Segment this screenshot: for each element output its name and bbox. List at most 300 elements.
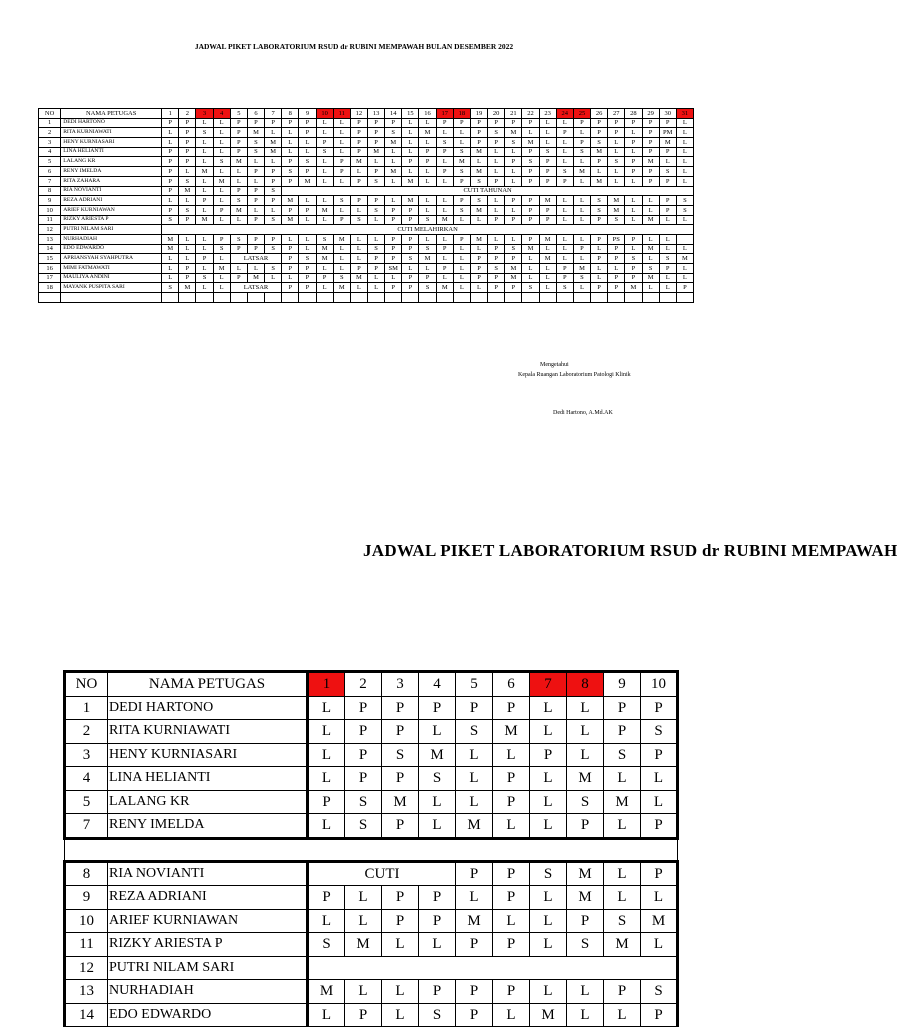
shift-cell: L (436, 234, 453, 244)
shift-cell: L (539, 283, 556, 293)
header-row (65, 672, 678, 697)
table-row (39, 196, 694, 206)
shift-cell: L (179, 254, 196, 264)
shift-cell (308, 956, 678, 980)
shift-cell: S (402, 254, 419, 264)
shift-cell: L (539, 273, 556, 283)
shift-cell: M (230, 205, 247, 215)
shift-cell: L (505, 167, 522, 177)
shift-cell: S (604, 909, 641, 933)
row-no: 11 (65, 933, 108, 957)
shift-cell: P (162, 167, 179, 177)
staff-name: APRIANSYAH SYAHPUTRA (61, 254, 162, 264)
shift-cell: L (385, 273, 402, 283)
shift-cell: L (196, 205, 213, 215)
shift-cell: P (625, 167, 642, 177)
shift-cell (247, 293, 264, 303)
staff-name: LINA HELIANTI (61, 147, 162, 157)
shift-cell: P (385, 283, 402, 293)
shift-cell: P (419, 696, 456, 720)
staff-name: MAYANK PUSPITA SARI (61, 283, 162, 293)
shift-cell: P (488, 273, 505, 283)
shift-cell: P (567, 909, 604, 933)
shift-cell: P (522, 215, 539, 225)
shift-cell: M (333, 283, 350, 293)
shift-cell: P (456, 933, 493, 957)
shift-cell: L (505, 147, 522, 157)
shift-cell: P (213, 205, 230, 215)
header-name: NAMA PETUGAS (108, 672, 308, 697)
shift-cell: L (436, 273, 453, 283)
shift-cell: L (591, 264, 608, 274)
shift-cell: P (625, 118, 642, 128)
shift-cell (453, 293, 470, 303)
shift-cell: P (642, 138, 659, 148)
shift-cell: P (299, 128, 316, 138)
table-row (39, 215, 694, 225)
shift-cell: S (522, 283, 539, 293)
shift-cell: L (573, 215, 590, 225)
shift-cell: P (642, 176, 659, 186)
shift-cell: M (162, 244, 179, 254)
shift-cell: P (488, 138, 505, 148)
shift-cell: L (419, 196, 436, 206)
shift-cell: S (230, 234, 247, 244)
shift-cell: L (676, 157, 693, 167)
shift-cell: P (453, 196, 470, 206)
shift-cell (179, 293, 196, 303)
shift-cell: P (453, 118, 470, 128)
schedule-table-small (38, 108, 694, 303)
shift-cell: P (522, 167, 539, 177)
shift-cell: L (419, 167, 436, 177)
shift-cell: S (345, 814, 382, 839)
shift-cell (402, 293, 419, 303)
shift-cell: S (505, 138, 522, 148)
day-header: 10 (641, 672, 678, 697)
shift-cell: L (282, 138, 299, 148)
shift-cell: L (230, 167, 247, 177)
shift-cell: L (659, 283, 676, 293)
shift-cell: P (488, 254, 505, 264)
table-row (39, 157, 694, 167)
table-row (39, 147, 694, 157)
shift-cell: L (556, 244, 573, 254)
row-no: 16 (39, 264, 61, 274)
shift-cell: M (350, 157, 367, 167)
shift-cell: P (522, 234, 539, 244)
shift-cell: P (608, 244, 625, 254)
shift-cell: L (530, 980, 567, 1004)
shift-cell: S (299, 254, 316, 264)
shift-cell: S (308, 933, 345, 957)
row-no: 7 (65, 814, 108, 839)
shift-cell: L (247, 264, 264, 274)
shift-cell: L (213, 147, 230, 157)
shift-cell: L (316, 118, 333, 128)
shift-cell: P (402, 205, 419, 215)
shift-cell: P (247, 167, 264, 177)
staff-name: MIMI FATMAWATI (61, 264, 162, 274)
shift-cell: L (196, 244, 213, 254)
shift-cell: L (530, 696, 567, 720)
shift-cell: L (299, 244, 316, 254)
shift-cell: S (556, 283, 573, 293)
shift-cell: L (556, 234, 573, 244)
shift-cell: L (196, 234, 213, 244)
shift-cell: L (385, 147, 402, 157)
day-header: 4 (213, 109, 230, 119)
shift-cell (350, 293, 367, 303)
shift-cell: M (539, 254, 556, 264)
shift-cell: L (230, 176, 247, 186)
shift-cell: S (419, 244, 436, 254)
shift-cell: P (162, 186, 179, 196)
shift-cell: M (213, 176, 230, 186)
shift-cell: S (419, 215, 436, 225)
row-no: 12 (39, 225, 61, 235)
shift-cell: P (608, 273, 625, 283)
shift-cell: L (316, 283, 333, 293)
shift-cell: P (179, 138, 196, 148)
shift-cell: P (493, 767, 530, 791)
shift-cell: L (308, 720, 345, 744)
staff-name: RENY IMELDA (108, 814, 308, 839)
shift-cell: L (419, 118, 436, 128)
shift-cell: P (659, 264, 676, 274)
shift-cell: S (488, 128, 505, 138)
shift-cell: L (196, 264, 213, 274)
shift-cell: S (265, 215, 282, 225)
shift-cell: L (530, 909, 567, 933)
row-no: 12 (65, 956, 108, 980)
shift-cell: P (282, 118, 299, 128)
shift-cell: L (316, 176, 333, 186)
shift-cell: P (385, 244, 402, 254)
shift-cell: P (402, 215, 419, 225)
staff-name: DEDI HARTONO (61, 118, 162, 128)
shift-cell: L (196, 186, 213, 196)
shift-cell: P (247, 234, 264, 244)
shift-cell: P (345, 1003, 382, 1027)
shift-cell: S (162, 215, 179, 225)
shift-cell: P (230, 147, 247, 157)
shift-cell: L (299, 215, 316, 225)
shift-cell: S (196, 273, 213, 283)
shift-cell: P (505, 254, 522, 264)
shift-cell: L (530, 933, 567, 957)
shift-cell: S (419, 283, 436, 293)
shift-cell: P (162, 157, 179, 167)
shift-cell: M (591, 176, 608, 186)
shift-cell: P (419, 147, 436, 157)
shift-cell: S (419, 1003, 456, 1027)
shift-cell: L (493, 1003, 530, 1027)
shift-cell: S (641, 720, 678, 744)
shift-cell: L (505, 176, 522, 186)
shift-cell: P (419, 980, 456, 1004)
shift-cell: P (642, 128, 659, 138)
row-no: 2 (65, 720, 108, 744)
section-gap (65, 838, 678, 861)
shift-cell: M (470, 147, 487, 157)
day-header: 6 (247, 109, 264, 119)
shift-cell: P (591, 128, 608, 138)
shift-cell: L (368, 157, 385, 167)
shift-cell: P (625, 157, 642, 167)
staff-name: RITA KURNIAWATI (61, 128, 162, 138)
shift-cell: P (604, 696, 641, 720)
shift-cell: M (625, 283, 642, 293)
shift-cell: M (567, 886, 604, 910)
shift-cell: L (162, 138, 179, 148)
shift-cell: L (556, 147, 573, 157)
shift-cell: P (493, 790, 530, 814)
shift-cell: S (539, 147, 556, 157)
shift-cell: L (488, 157, 505, 167)
shift-cell: L (659, 157, 676, 167)
shift-cell: P (299, 264, 316, 274)
shift-cell: L (316, 264, 333, 274)
shift-cell: M (573, 167, 590, 177)
schedule-title: JADWAL PIKET LABORATORIUM RSUD dr RUBINI MEMPAWAH BULAN DESEMBER 2022 (194, 42, 514, 51)
shift-cell: P (505, 215, 522, 225)
shift-cell: P (179, 147, 196, 157)
shift-cell: P (265, 196, 282, 206)
shift-cell: L (539, 128, 556, 138)
table-row (39, 283, 694, 293)
shift-cell: P (522, 196, 539, 206)
table-row (65, 861, 678, 886)
shift-cell: S (368, 176, 385, 186)
shift-cell: P (402, 244, 419, 254)
shift-cell (556, 293, 573, 303)
shift-cell: L (333, 138, 350, 148)
row-no: 5 (39, 157, 61, 167)
row-no: 14 (65, 1003, 108, 1027)
shift-cell (676, 234, 693, 244)
shift-cell: L (573, 234, 590, 244)
shift-cell: L (419, 138, 436, 148)
shift-cell: P (456, 861, 493, 886)
shift-cell: P (573, 138, 590, 148)
shift-cell: L (333, 244, 350, 254)
day-header: 22 (522, 109, 539, 119)
shift-cell: L (179, 196, 196, 206)
shift-cell: P (382, 696, 419, 720)
day-header: 8 (282, 109, 299, 119)
shift-cell: S (345, 790, 382, 814)
shift-cell: P (591, 283, 608, 293)
staff-name: LINA HELIANTI (108, 767, 308, 791)
shift-cell: P (419, 886, 456, 910)
shift-cell: P (213, 234, 230, 244)
shift-cell: M (591, 147, 608, 157)
day-header: 26 (591, 109, 608, 119)
staff-name: ARIEF KURNIAWAN (108, 909, 308, 933)
header-name: NAMA PETUGAS (61, 109, 162, 119)
shift-cell: L (419, 790, 456, 814)
shift-cell: P (350, 138, 367, 148)
shift-cell (368, 293, 385, 303)
shift-cell: L (345, 886, 382, 910)
shift-cell: P (196, 196, 213, 206)
shift-cell: P (265, 118, 282, 128)
staff-name: PUTRI NILAM SARI (108, 956, 308, 980)
shift-cell: P (453, 234, 470, 244)
shift-cell: P (402, 234, 419, 244)
shift-cell: S (385, 128, 402, 138)
shift-cell: L (608, 138, 625, 148)
shift-cell: L (382, 1003, 419, 1027)
table-row (65, 790, 678, 814)
shift-cell: L (488, 167, 505, 177)
shift-cell: P (641, 743, 678, 767)
shift-cell: L (333, 128, 350, 138)
empty-row (39, 293, 694, 303)
shift-cell: L (436, 205, 453, 215)
shift-cell: P (488, 244, 505, 254)
shift-cell: L (213, 186, 230, 196)
shift-cell: P (522, 205, 539, 215)
shift-cell: L (488, 196, 505, 206)
shift-cell: L (604, 1003, 641, 1027)
shift-cell: M (505, 264, 522, 274)
day-header: 20 (488, 109, 505, 119)
shift-cell: L (573, 157, 590, 167)
shift-cell: M (316, 205, 333, 215)
shift-cell (676, 293, 693, 303)
shift-cell: L (368, 283, 385, 293)
shift-cell: P (642, 147, 659, 157)
shift-cell: P (282, 157, 299, 167)
row-no: 4 (65, 767, 108, 791)
shift-cell: S (641, 980, 678, 1004)
day-header: 21 (505, 109, 522, 119)
shift-cell: S (213, 244, 230, 254)
shift-cell: M (382, 790, 419, 814)
shift-cell: P (591, 234, 608, 244)
shift-cell: M (333, 234, 350, 244)
shift-cell (162, 293, 179, 303)
shift-cell: P (282, 176, 299, 186)
shift-cell: S (470, 176, 487, 186)
day-header: 15 (402, 109, 419, 119)
shift-cell: L (308, 909, 345, 933)
shift-cell: L (522, 128, 539, 138)
shift-cell: L (230, 215, 247, 225)
shift-cell: P (247, 244, 264, 254)
table-row (65, 980, 678, 1004)
shift-cell: L (573, 176, 590, 186)
shift-cell: M (402, 176, 419, 186)
shift-cell: P (385, 118, 402, 128)
shift-cell: L (625, 147, 642, 157)
shift-cell: M (385, 138, 402, 148)
shift-cell: S (608, 157, 625, 167)
shift-cell: P (608, 283, 625, 293)
shift-cell: L (368, 273, 385, 283)
shift-cell: S (436, 138, 453, 148)
shift-cell: P (162, 147, 179, 157)
shift-cell: S (196, 128, 213, 138)
shift-cell: P (488, 215, 505, 225)
shift-cell: M (470, 205, 487, 215)
day-header: 16 (419, 109, 436, 119)
shift-cell: L (453, 215, 470, 225)
shift-cell: P (556, 128, 573, 138)
shift-cell: M (162, 234, 179, 244)
shift-cell: P (641, 814, 678, 839)
shift-cell: P (470, 264, 487, 274)
day-header: 7 (265, 109, 282, 119)
row-no: 2 (39, 128, 61, 138)
shift-cell: L (625, 244, 642, 254)
shift-cell: L (659, 244, 676, 254)
shift-cell: L (453, 138, 470, 148)
shift-cell: P (247, 186, 264, 196)
shift-cell: S (642, 264, 659, 274)
shift-cell (265, 293, 282, 303)
shift-cell: M (308, 980, 345, 1004)
shift-cell: L (530, 886, 567, 910)
shift-cell: P (230, 118, 247, 128)
table-row (65, 933, 678, 957)
shift-cell: L (308, 743, 345, 767)
shift-cell: L (676, 128, 693, 138)
shift-cell (488, 293, 505, 303)
day-header: 29 (642, 109, 659, 119)
staff-name: LALANG KR (61, 157, 162, 167)
shift-cell: P (522, 118, 539, 128)
row-no: 5 (65, 790, 108, 814)
shift-cell: L (453, 128, 470, 138)
shift-cell: L (265, 157, 282, 167)
day-header: 11 (333, 109, 350, 119)
shift-cell: P (385, 234, 402, 244)
shift-cell: P (539, 157, 556, 167)
shift-cell: P (642, 118, 659, 128)
table-row (65, 720, 678, 744)
shift-cell: S (162, 283, 179, 293)
shift-cell (470, 293, 487, 303)
shift-cell: P (676, 283, 693, 293)
shift-cell: P (247, 215, 264, 225)
shift-cell: L (299, 234, 316, 244)
shift-cell (213, 293, 230, 303)
day-header: 19 (470, 109, 487, 119)
shift-cell: L (213, 196, 230, 206)
shift-cell: P (470, 138, 487, 148)
shift-cell: L (436, 176, 453, 186)
shift-cell: M (196, 167, 213, 177)
shift-cell: L (567, 720, 604, 744)
shift-cell: L (333, 254, 350, 264)
shift-cell: L (625, 128, 642, 138)
shift-cell (608, 293, 625, 303)
shift-cell: L (530, 720, 567, 744)
shift-cell: L (676, 215, 693, 225)
shift-cell: S (573, 273, 590, 283)
shift-cell: P (456, 980, 493, 1004)
shift-cell: L (453, 264, 470, 274)
shift-cell: P (573, 244, 590, 254)
shift-cell (230, 293, 247, 303)
shift-cell: M (641, 909, 678, 933)
shift-cell (196, 293, 213, 303)
shift-cell: L (213, 254, 230, 264)
shift-cell: L (556, 157, 573, 167)
